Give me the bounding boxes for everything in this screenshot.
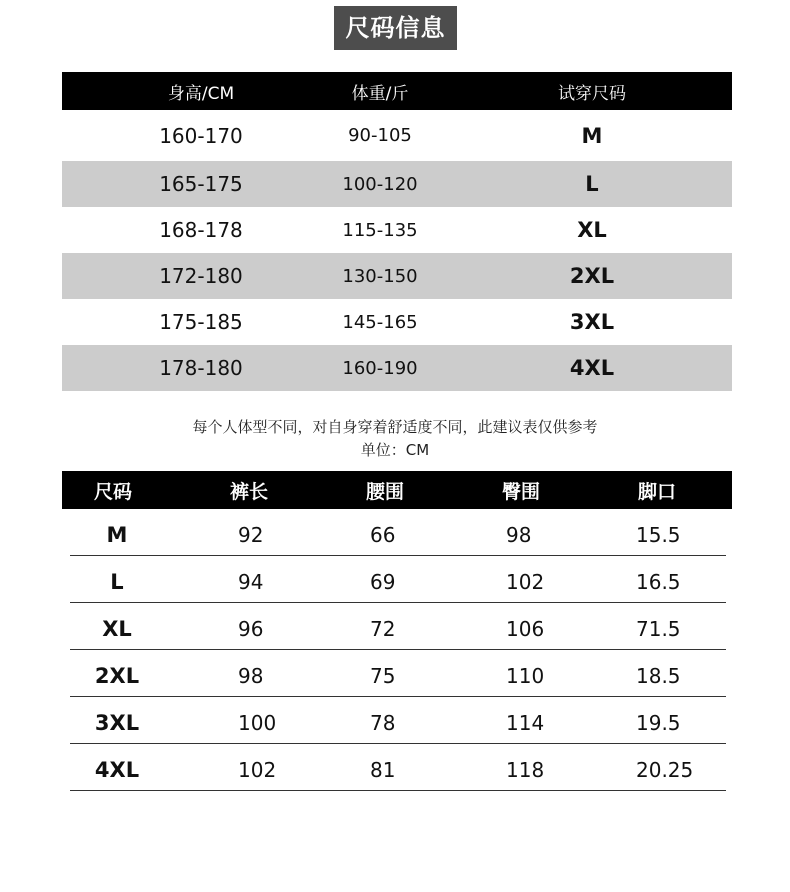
table-row <box>62 207 732 253</box>
leg-opening-cell: 18.5 <box>636 664 681 688</box>
header-weight: 体重/斤 <box>351 83 409 104</box>
length-cell: 102 <box>238 758 277 782</box>
disclaimer-note: 每个人体型不同，对自身穿着舒适度不同，此建议表仅供参考 <box>192 418 598 436</box>
length-cell: 96 <box>238 617 264 641</box>
leg-opening-cell: 71.5 <box>636 617 681 641</box>
hip-cell: 118 <box>506 758 545 782</box>
table-row <box>70 603 726 650</box>
unit-note: 单位：CM <box>360 441 430 459</box>
weight-cell: 115-135 <box>342 219 418 241</box>
header-height: 身高/CM <box>167 83 235 104</box>
weight-cell: 145-165 <box>342 311 418 333</box>
header-size: 尺码 <box>93 480 132 503</box>
header-hip: 臀围 <box>501 480 540 503</box>
leg-opening-cell: 19.5 <box>636 711 681 735</box>
size-cell: 4XL <box>569 356 615 380</box>
size-cell: 4XL <box>94 758 140 782</box>
waist-cell: 78 <box>370 711 396 735</box>
height-cell: 168-178 <box>159 218 243 242</box>
table-row <box>70 744 726 791</box>
size-cell: XL <box>577 218 607 242</box>
size-cell: XL <box>102 617 132 641</box>
table-row <box>70 650 726 697</box>
length-cell: 94 <box>238 570 264 594</box>
size-cell: L <box>110 570 124 594</box>
height-cell: 160-170 <box>159 123 243 148</box>
table-row <box>70 509 726 556</box>
table-row <box>62 110 732 161</box>
size-cell: M <box>581 123 603 148</box>
table-row <box>62 161 732 207</box>
table-row <box>62 253 732 299</box>
hip-cell: 98 <box>506 523 532 547</box>
table-row <box>62 299 732 345</box>
waist-cell: 81 <box>370 758 396 782</box>
hip-cell: 114 <box>506 711 545 735</box>
weight-cell: 130-150 <box>342 265 418 287</box>
height-cell: 172-180 <box>159 264 243 288</box>
leg-opening-cell: 20.25 <box>636 758 694 782</box>
table-row <box>70 697 726 744</box>
length-cell: 92 <box>238 523 264 547</box>
size-cell: 2XL <box>569 264 615 288</box>
weight-cell: 100-120 <box>342 173 418 195</box>
waist-cell: 69 <box>370 570 396 594</box>
waist-cell: 75 <box>370 664 396 688</box>
leg-opening-cell: 15.5 <box>636 523 681 547</box>
length-cell: 100 <box>238 711 277 735</box>
size-cell: L <box>585 172 599 196</box>
size-cell: M <box>106 523 128 547</box>
table-row <box>70 556 726 603</box>
size-cell: 3XL <box>569 310 615 334</box>
height-weight-size-table <box>62 72 732 391</box>
height-cell: 165-175 <box>159 172 243 196</box>
waist-cell: 72 <box>370 617 396 641</box>
weight-cell: 160-190 <box>342 357 418 379</box>
height-cell: 178-180 <box>159 356 243 380</box>
table-header <box>62 72 732 110</box>
measurement-table <box>62 471 732 791</box>
header-size: 试穿尺码 <box>558 83 626 104</box>
hip-cell: 102 <box>506 570 545 594</box>
header-waist: 腰围 <box>365 480 404 503</box>
hip-cell: 110 <box>506 664 545 688</box>
header-length: 裤长 <box>229 480 268 503</box>
length-cell: 98 <box>238 664 264 688</box>
weight-cell: 90-105 <box>348 125 412 146</box>
leg-opening-cell: 16.5 <box>636 570 681 594</box>
size-cell: 2XL <box>94 664 140 688</box>
table-row <box>62 345 732 391</box>
header-leg-opening: 脚口 <box>637 480 676 503</box>
hip-cell: 106 <box>506 617 545 641</box>
page-title: 尺码信息 <box>334 6 457 50</box>
height-cell: 175-185 <box>159 310 243 334</box>
size-cell: 3XL <box>94 711 140 735</box>
table-header <box>62 471 732 509</box>
waist-cell: 66 <box>370 523 396 547</box>
